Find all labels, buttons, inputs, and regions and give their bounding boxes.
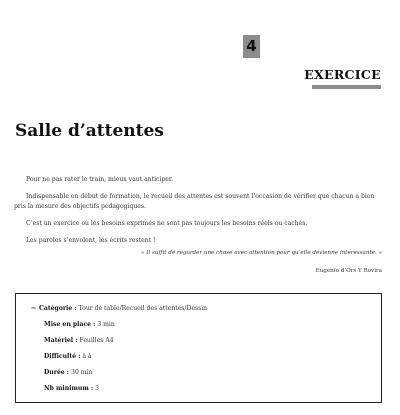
- section-rule: [312, 85, 381, 89]
- epigraph-author: Eugenio d’Ors Y Rovira: [315, 268, 382, 274]
- info-row-nb-minimum: [44, 385, 99, 392]
- info-row-difficulte: [44, 353, 92, 360]
- paragraph: Les paroles s’envolent, les écrits restent !: [26, 236, 156, 244]
- info-row-categorie: [31, 305, 207, 312]
- exercise-info-box: [15, 293, 382, 403]
- page-title: Salle d’attentes: [15, 121, 164, 141]
- info-label: Matériel :: [44, 337, 78, 344]
- info-value: 3: [95, 385, 99, 392]
- paragraph: C’est un exercice où les besoins exprimés ne sont pas toujours les besoins réels ou cachés.: [26, 219, 308, 227]
- chapter-number-badge: 4: [243, 35, 260, 58]
- info-value: à à: [82, 353, 92, 360]
- paragraph: Indispensable en début de formation, le recueil des attentes est souvent l’occasion de vérifier que chacun a bien pris la mesure des objectifs pédagogiques.: [14, 193, 375, 210]
- info-label: Mise en place :: [44, 321, 96, 328]
- info-label: Nb minimum :: [44, 385, 94, 392]
- info-value: Tour de table/Recueil des attentes/Dessin: [78, 305, 208, 312]
- paragraph: Pour ne pas rater le train, mieux vaut anticiper.: [26, 176, 174, 183]
- info-value: 30 min: [71, 369, 93, 376]
- intro-text: [14, 175, 386, 253]
- epigraph-quote: « Il suffit de regarder une chose avec attention pour qu’elle devienne intéressante. »: [141, 250, 382, 256]
- arrow-right-icon: ⇒: [31, 305, 37, 312]
- info-row-materiel: [44, 337, 114, 344]
- section-label: EXERCICE: [304, 67, 381, 82]
- info-row-duree: [44, 369, 92, 376]
- info-value: Feuilles A4: [79, 337, 114, 344]
- info-value: 3 min: [97, 321, 115, 328]
- info-label: Durée :: [44, 369, 70, 376]
- info-row-mise-en-place: [44, 321, 115, 328]
- info-label: Catégorie :: [39, 305, 77, 312]
- info-label: Difficulté :: [44, 353, 81, 360]
